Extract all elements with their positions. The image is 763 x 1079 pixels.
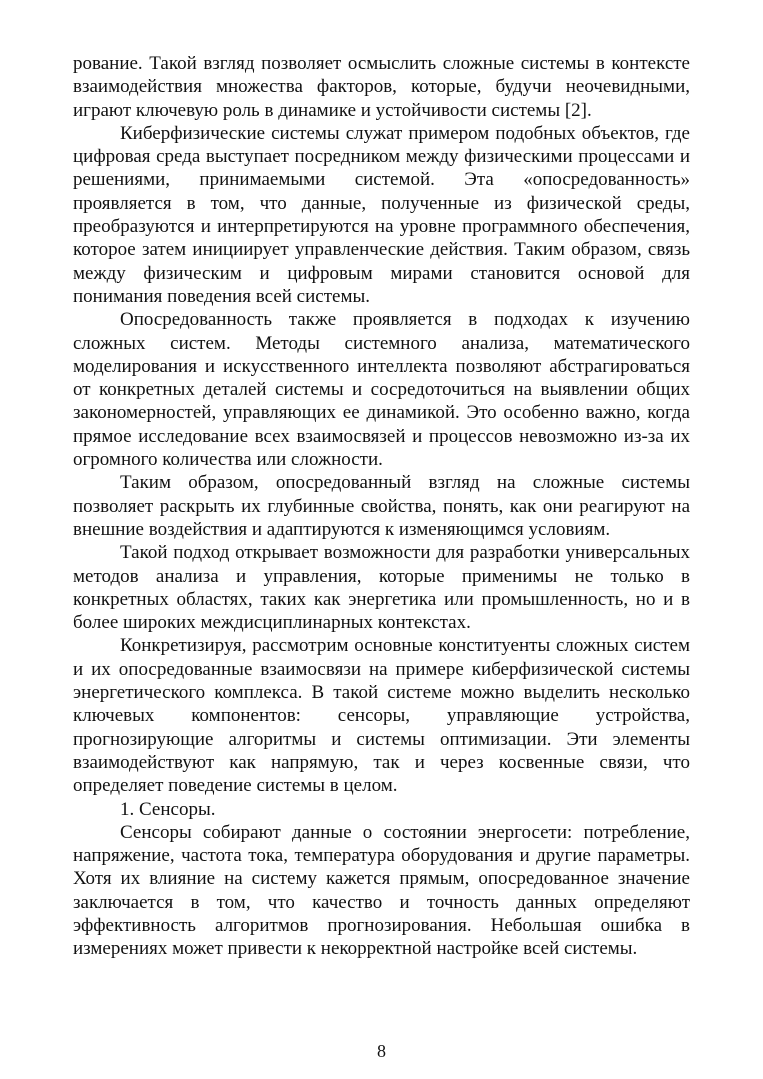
page-number: 8 [377,1041,386,1061]
paragraph-mediation-approaches: Опосредованность также проявляется в подходах к изучению сложных систем. Методы системного анализа, математического моделирования и искусственного интеллекта позволяют абстрагироваться от конкретных деталей системы и сосредоточиться на выявлении общих закономерностей, управляющих ее динамикой. Это особенно важно, когда прямое исследование всех взаимосвязей и процессов невозможно из-за их огромного количества или сложности. [73,309,690,471]
paragraph-constituents: Конкретизируя, рассмотрим основные конституенты сложных систем и их опосредованные взаимосвязи на примере киберфизической системы энергетического комплекса. В такой системе можно выделить несколько ключевых компонентов: сенсоры, управляющие устройства, прогнозирующие алгоритмы и системы оптимизации. Эти элементы взаимодействуют как напрямую, так и через косвенные связи, что определяет поведение системы в целом. [73,635,690,797]
paragraph-mediated-view: Таким образом, опосредованный взгляд на сложные системы позволяет раскрыть их глубинные свойства, понять, как они реагируют на внешние воздействия и адаптируются к изменяющимся условиям. [73,472,690,540]
list-heading-sensors: 1. Сенсоры. [120,798,216,820]
paragraph-sensors: Сенсоры собирают данные о состоянии энергосети: потребление, напряжение, частота тока, температура оборудования и другие параметры. Хотя их влияние на систему кажется прямым, опосредованное значение заключается в том, что качество и точность данных определяют эффективность алгоритмов прогнозирования. Небольшая ошибка в измерениях может привести к некорректной настройке всей системы. [73,821,690,960]
page-body [73,52,690,961]
paragraph-cyberphysical-systems: Киберфизические системы служат примером подобных объектов, где цифровая среда выступает посредником между физическими процессами и решениями, принимаемыми системой. Эта «опосредованность» проявляется в том, что данные, полученные из физической среды, преобразуются и интерпретируются на уровне программного обеспечения, которое затем инициирует управленческие действия. Таким образом, связь между физическим и цифровым мирами становится основой для понимания поведения всей системы. [73,122,690,307]
paragraph-universal-methods: Такой подход открывает возможности для разработки универсальных методов анализа и управления, которые применимы не только в конкретных областях, таких как энергетика или промышленность, но и в более широких междисциплинарных контекстах. [73,542,690,634]
paragraph-continuation: рование. Такой взгляд позволяет осмыслить сложные системы в контексте взаимодействия множества факторов, которые, будучи неочевидными, играют ключевую роль в динамике и устойчивости системы [2]. [73,53,690,121]
